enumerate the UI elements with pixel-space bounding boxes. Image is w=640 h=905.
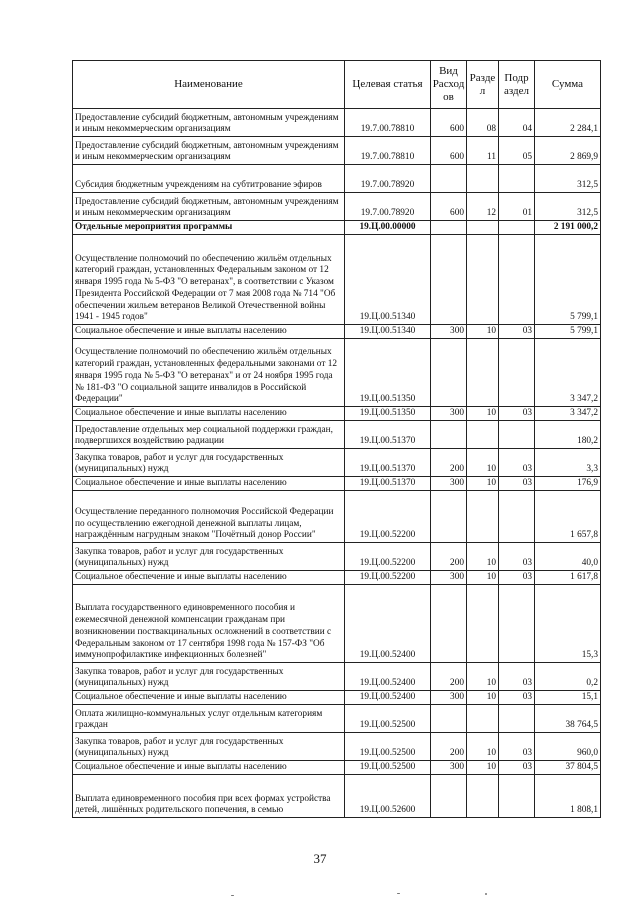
row-name: Предоставление субсидий бюджетным, автономным учреждениям и иным некоммерческим организациям: [73, 109, 345, 137]
row-subsection: 03: [499, 663, 535, 691]
row-target-article: 19.Ц.00.52400: [345, 585, 431, 663]
row-expense-type: [431, 339, 467, 407]
row-subsection: 03: [499, 449, 535, 477]
row-subsection: 03: [499, 477, 535, 491]
row-name: Предоставление субсидий бюджетным, автономным учреждениям и иным некоммерческим организациям: [73, 193, 345, 221]
row-section: 11: [467, 137, 499, 165]
row-target-article: 19.Ц.00.52400: [345, 691, 431, 705]
row-expense-type: 300: [431, 325, 467, 339]
row-sum: 38 764,5: [535, 705, 601, 733]
row-expense-type: [431, 775, 467, 818]
table-row: [73, 705, 601, 733]
row-subsection: 03: [499, 571, 535, 585]
row-target-article: 19.Ц.00.52500: [345, 733, 431, 761]
row-section: 12: [467, 193, 499, 221]
row-expense-type: [431, 421, 467, 449]
table-row: [73, 491, 601, 543]
row-section: [467, 421, 499, 449]
row-sum: 180,2: [535, 421, 601, 449]
row-target-article: 19.Ц.00.51370: [345, 421, 431, 449]
row-target-article: 19.Ц.00.51370: [345, 477, 431, 491]
row-name: Социальное обеспечение и иные выплаты населению: [73, 325, 345, 339]
scan-speck: [231, 895, 234, 896]
row-subsection: 04: [499, 109, 535, 137]
row-expense-type: 200: [431, 663, 467, 691]
row-sum: 3 347,2: [535, 407, 601, 421]
row-subsection: 03: [499, 733, 535, 761]
row-sum: 0,2: [535, 663, 601, 691]
table-row: [73, 761, 601, 775]
table-row: [73, 691, 601, 705]
row-sum: 960,0: [535, 733, 601, 761]
row-section: 10: [467, 733, 499, 761]
row-target-article: 19.7.00.78810: [345, 137, 431, 165]
row-section: [467, 491, 499, 543]
row-name: Социальное обеспечение и иные выплаты населению: [73, 691, 345, 705]
row-section: 10: [467, 477, 499, 491]
row-name: Осуществление полномочий по обеспечению жильём отдельных категорий граждан, установленных Федеральным законом от 12 января 1995 года № 5-ФЗ "О ветеранах", в соответствии с Указом Президента Российской Федерации от 7 мая 2008 года № 714 "Об обеспечении жильем ветеранов Великой Отечественной войны 1941 - 1945 годов": [73, 235, 345, 325]
row-name: Осуществление полномочий по обеспечению жильём отдельных категорий граждан, установленных федеральными законами от 12 января 1995 года № 5-ФЗ "О ветеранах" и от 24 ноября 1995 года № 181-ФЗ "О социальной защите инвалидов в Российской Федерации": [73, 339, 345, 407]
row-expense-type: 300: [431, 761, 467, 775]
row-expense-type: [431, 221, 467, 235]
row-name: Социальное обеспечение и иные выплаты населению: [73, 407, 345, 421]
row-name: Закупка товаров, работ и услуг для государственных (муниципальных) нужд: [73, 733, 345, 761]
row-expense-type: 200: [431, 733, 467, 761]
row-section: [467, 585, 499, 663]
header-name: Наименование: [73, 61, 345, 109]
table-row: [73, 663, 601, 691]
row-expense-type: [431, 235, 467, 325]
row-sum: 3 347,2: [535, 339, 601, 407]
row-section: 10: [467, 663, 499, 691]
row-target-article: 19.Ц.00.52400: [345, 663, 431, 691]
row-sum: 15,3: [535, 585, 601, 663]
row-expense-type: 200: [431, 543, 467, 571]
row-name: Закупка товаров, работ и услуг для государственных (муниципальных) нужд: [73, 543, 345, 571]
row-sum: 40,0: [535, 543, 601, 571]
row-expense-type: 300: [431, 407, 467, 421]
row-section: [467, 775, 499, 818]
table-row: [73, 193, 601, 221]
row-name: Предоставление субсидий бюджетным, автономным учреждениям и иным некоммерческим организациям: [73, 137, 345, 165]
row-sum: 312,5: [535, 193, 601, 221]
row-section: 08: [467, 109, 499, 137]
row-name: Отдельные мероприятия программы: [73, 221, 345, 235]
row-subsection: 03: [499, 761, 535, 775]
header-expense-type: Вид Расход ов: [431, 61, 467, 109]
row-target-article: 19.Ц.00.52200: [345, 491, 431, 543]
row-subsection: [499, 339, 535, 407]
row-target-article: 19.Ц.00.51350: [345, 407, 431, 421]
row-sum: 312,5: [535, 165, 601, 193]
row-subsection: [499, 221, 535, 235]
row-target-article: 19.7.00.78920: [345, 193, 431, 221]
row-name: Осуществление переданного полномочия Российской Федерации по осуществлению ежегодной денежной выплаты лицам, награждённым нагрудным знаком "Почётный донор России": [73, 491, 345, 543]
table-body: [73, 109, 601, 818]
row-section: 10: [467, 325, 499, 339]
header-section: Разде л: [467, 61, 499, 109]
row-expense-type: 300: [431, 691, 467, 705]
row-target-article: 19.Ц.00.52500: [345, 761, 431, 775]
row-target-article: 19.7.00.78810: [345, 109, 431, 137]
row-target-article: 19.Ц.00.00000: [345, 221, 431, 235]
row-expense-type: [431, 165, 467, 193]
row-target-article: 19.Ц.00.51350: [345, 339, 431, 407]
row-name: Субсидия бюджетным учреждениям на субтитрование эфиров: [73, 165, 345, 193]
row-target-article: 19.7.00.78920: [345, 165, 431, 193]
row-sum: 176,9: [535, 477, 601, 491]
row-expense-type: 200: [431, 449, 467, 477]
table-row: [73, 165, 601, 193]
row-sum: 1 808,1: [535, 775, 601, 818]
row-name: Выплата единовременного пособия при всех формах устройства детей, лишённых родительского попечения, в семью: [73, 775, 345, 818]
header-target-article: Целевая статья: [345, 61, 431, 109]
table-row: [73, 449, 601, 477]
row-expense-type: [431, 585, 467, 663]
table-row: [73, 407, 601, 421]
row-section: 10: [467, 449, 499, 477]
row-name: Социальное обеспечение и иные выплаты населению: [73, 477, 345, 491]
row-target-article: 19.Ц.00.51340: [345, 235, 431, 325]
row-expense-type: [431, 705, 467, 733]
row-section: [467, 705, 499, 733]
row-section: [467, 221, 499, 235]
row-subsection: 03: [499, 691, 535, 705]
row-expense-type: 600: [431, 193, 467, 221]
row-name: Выплата государственного единовременного пособия и ежемесячной денежной компенсации гражданам при возникновении поствакцинальных осложнений в соответствии с Федеральным законом от 17 сентября 1998 года № 157-ФЗ "Об иммунопрофилактике инфекционных болезней": [73, 585, 345, 663]
table-row: [73, 325, 601, 339]
row-subsection: [499, 585, 535, 663]
row-section: 10: [467, 761, 499, 775]
row-sum: 15,1: [535, 691, 601, 705]
scan-speck: [485, 893, 487, 895]
table-row: [73, 221, 601, 235]
row-sum: 1 617,8: [535, 571, 601, 585]
row-target-article: 19.Ц.00.52200: [345, 543, 431, 571]
table-row: [73, 339, 601, 407]
row-subsection: [499, 491, 535, 543]
table-header-row: [73, 61, 601, 109]
page-number: 37: [313, 851, 327, 866]
row-sum: 2 869,9: [535, 137, 601, 165]
row-section: [467, 339, 499, 407]
row-subsection: 01: [499, 193, 535, 221]
row-section: [467, 235, 499, 325]
row-expense-type: 600: [431, 109, 467, 137]
table-row: [73, 775, 601, 818]
header-sum: Сумма: [535, 61, 601, 109]
row-subsection: 03: [499, 543, 535, 571]
row-expense-type: 300: [431, 477, 467, 491]
row-name: Закупка товаров, работ и услуг для государственных (муниципальных) нужд: [73, 663, 345, 691]
row-sum: 3,3: [535, 449, 601, 477]
row-section: [467, 165, 499, 193]
row-subsection: [499, 165, 535, 193]
row-sum: 2 284,1: [535, 109, 601, 137]
row-sum: 37 804,5: [535, 761, 601, 775]
row-sum: 5 799,1: [535, 325, 601, 339]
row-target-article: 19.Ц.00.52200: [345, 571, 431, 585]
table-row: [73, 109, 601, 137]
row-name: Социальное обеспечение и иные выплаты населению: [73, 761, 345, 775]
row-subsection: 05: [499, 137, 535, 165]
row-sum: 5 799,1: [535, 235, 601, 325]
row-sum: 2 191 000,2: [535, 221, 601, 235]
row-target-article: 19.Ц.00.52600: [345, 775, 431, 818]
row-section: 10: [467, 571, 499, 585]
table-row: [73, 733, 601, 761]
row-target-article: 19.Ц.00.52500: [345, 705, 431, 733]
row-subsection: 03: [499, 407, 535, 421]
row-subsection: [499, 235, 535, 325]
row-target-article: 19.Ц.00.51340: [345, 325, 431, 339]
row-section: 10: [467, 407, 499, 421]
row-section: 10: [467, 543, 499, 571]
table-row: [73, 421, 601, 449]
row-section: 10: [467, 691, 499, 705]
table-row: [73, 571, 601, 585]
row-expense-type: 300: [431, 571, 467, 585]
header-subsection: Подр аздел: [499, 61, 535, 109]
table-row: [73, 585, 601, 663]
row-expense-type: 600: [431, 137, 467, 165]
row-target-article: 19.Ц.00.51370: [345, 449, 431, 477]
table-row: [73, 137, 601, 165]
row-subsection: [499, 421, 535, 449]
row-name: Оплата жилищно-коммунальных услуг отдельным категориям граждан: [73, 705, 345, 733]
row-subsection: [499, 775, 535, 818]
table-row: [73, 543, 601, 571]
scan-speck: [397, 893, 400, 894]
table-row: [73, 235, 601, 325]
row-name: Закупка товаров, работ и услуг для государственных (муниципальных) нужд: [73, 449, 345, 477]
budget-table: [72, 60, 601, 818]
row-name: Социальное обеспечение и иные выплаты населению: [73, 571, 345, 585]
row-name: Предоставление отдельных мер социальной поддержки граждан, подвергшихся воздействию радиации: [73, 421, 345, 449]
row-subsection: 03: [499, 325, 535, 339]
table-row: [73, 477, 601, 491]
row-subsection: [499, 705, 535, 733]
row-expense-type: [431, 491, 467, 543]
row-sum: 1 657,8: [535, 491, 601, 543]
